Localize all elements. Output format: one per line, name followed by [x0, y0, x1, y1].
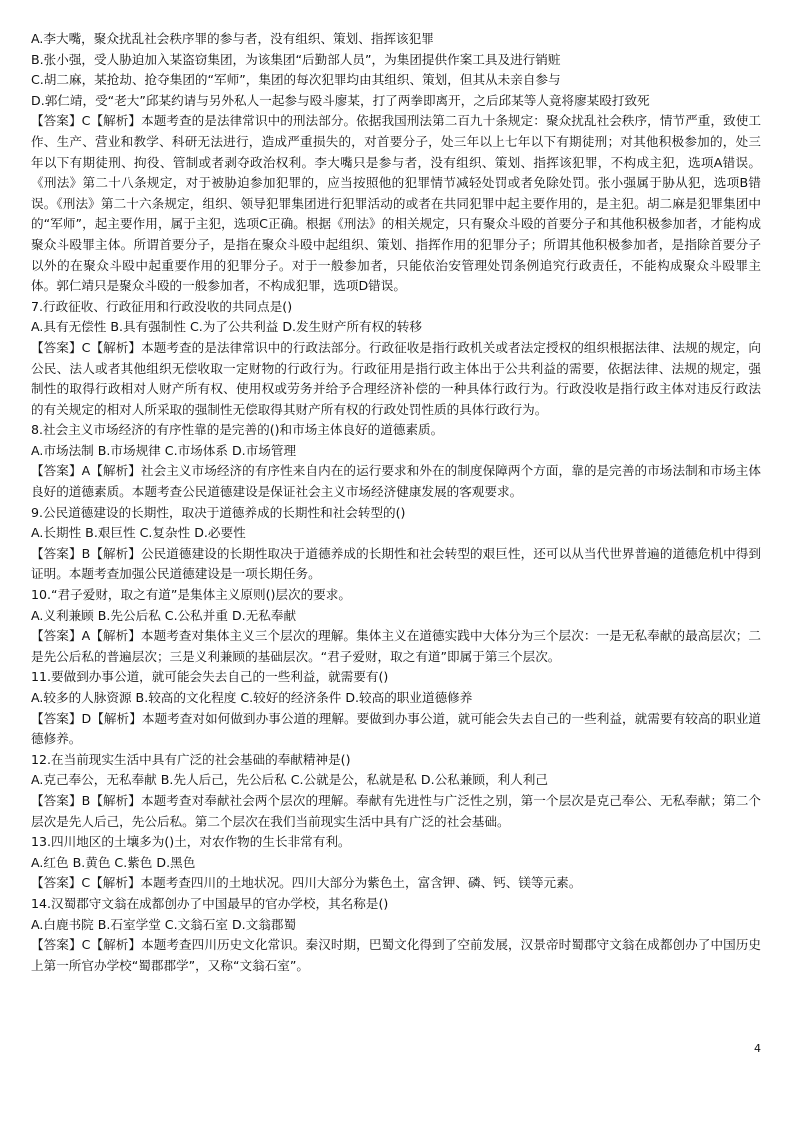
page-number: 4: [754, 1042, 761, 1055]
question-stem: 7.行政征收、行政征用和行政没收的共同点是(): [31, 298, 293, 314]
answer-explanation: 【答案】C【解析】本题考查四川历史文化常识。秦汉时期，巴蜀文化得到了空前发展，汉景帝时蜀郡守文翁在成都创办了中国历史上第一所官办学校“蜀郡郡学”，又称“文翁石室”。: [31, 937, 761, 973]
answer-options: A.克己奉公，无私奉献 B.先人后己，先公后私 C.公就是公，私就是私 D.公私兼顾，利人利己: [31, 772, 548, 788]
answer-explanation: 【答案】A【解析】本题考查对集体主义三个层次的理解。集体主义在道德实践中大体分为三个层次：一是无私奉献的最高层次；二是先公后私的普遍层次；三是义利兼顾的基础层次。“君子爱财，取之有道”即属于第三个层次。: [31, 628, 761, 664]
answer-explanation: 【答案】C【解析】本题考查的是法律常识中的行政法部分。行政征收是指行政机关或者法定授权的组织根据法律、法规的规定，向公民、法人或者其他组织无偿收取一定财物的行政行为。行政征用是指行政主体出于公共利益的需要，依据法律、法规的规定，强制性的取得行政相对人财产所有权、使用权或劳务并给予合理经济补偿的一种具体行政行为。行政没收是指行政主体对违反行政法的有关规定的相对人所采取的强制性无偿取得其财产所有权的行政处罚性质的具体行政行为。: [31, 339, 761, 417]
answer-options: A.义利兼顾 B.先公后私 C.公私并重 D.无私奉献: [31, 607, 297, 623]
answer-options: C.胡二麻，某抢劫、抢夺集团的“军师”，集团的每次犯罪均由其组织、策划，但其从未亲自参与: [31, 72, 561, 88]
answer-options: A.较多的人脉资源 B.较高的文化程度 C.较好的经济条件 D.较高的职业道德修养: [31, 690, 473, 705]
answer-options: A.具有无偿性 B.具有强制性 C.为了公共利益 D.发生财产所有权的转移: [31, 319, 422, 335]
question-stem: 12.在当前现实生活中具有广泛的社会基础的奉献精神是(): [31, 751, 351, 767]
answer-options: A.李大嘴，聚众扰乱社会秩序罪的参与者，没有组织、策划、指挥该犯罪: [31, 31, 434, 46]
answer-explanation: 【答案】C【解析】本题考查四川的土地状况。四川大部分为紫色土，富含钾、磷、钙、镁等元素。: [31, 875, 582, 891]
question-stem: 9.公民道德建设的长期性，取决于道德养成的长期性和社会转型的(): [31, 504, 406, 520]
question-stem: 10.“君子爱财，取之有道”是集体主义原则()层次的要求。: [31, 587, 351, 603]
answer-explanation: 【答案】C【解析】本题考查的是法律常识中的刑法部分。依据我国刑法第二百九十条规定：聚众扰乱社会秩序，情节严重，致使工作、生产、营业和教学、科研无法进行，造成严重损失的，对首要分子，处三年以上七年以下有期徒刑；对其他积极参加的，处三年以下有期徒刑、拘役、管制或者剥夺政治权利。李大嘴只是参与者，没有组织、策划、指挥该犯罪，不构成主犯，选项A错误。《刑法》第二十八条规定，对于被胁迫参加犯罪的，应当按照他的犯罪情节减轻处罚或者免除处罚。张小强属于胁从犯，选项B错误。《刑法》第二十六条规定，组织、领导犯罪集团进行犯罪活动的或者在共同犯罪中起主要作用的，是主犯。胡二麻是犯罪集团中的“军师”，起主要作用，属于主犯，选项C正确。根据《刑法》的相关规定，只有聚众斗殴的首要分子和其他积极参加者，才能构成聚众斗殴罪主体。所谓首要分子，是指在聚众斗殴中起组织、策划、指挥作用的犯罪分子；所谓其他积极参加者，是指除首要分子以外的在聚众斗殴中起重要作用的犯罪分子。对于一般参加者，只能依治安管理处罚条例追究行政责任，不能构成聚众斗殴罪主体。郭仁靖只是聚众斗殴的一般参加者，不构成犯罪，选项D错误。: [31, 113, 761, 294]
document-body: [31, 29, 761, 976]
answer-options: A.长期性 B.艰巨性 C.复杂性 D.必要性: [31, 525, 246, 541]
answer-explanation: 【答案】B【解析】本题考查对奉献社会两个层次的理解。奉献有先进性与广泛性之别，第一个层次是克己奉公、无私奉献；第二个层次是先人后己，先公后私。第二个层次在我们当前现实生活中具有广泛的社会基础。: [31, 792, 761, 829]
answer-explanation: 【答案】A【解析】社会主义市场经济的有序性来自内在的运行要求和外在的制度保障两个方面，靠的是完善的市场法制和市场主体良好的道德素质。本题考查公民道德建设是保证社会主义市场经济健康发展的客观要求。: [31, 463, 761, 500]
answer-options: A.红色 B.黄色 C.紫色 D.黑色: [31, 854, 196, 870]
question-stem: 11.要做到办事公道，就可能会失去自己的一些利益，就需要有(): [31, 669, 389, 685]
question-stem: 8.社会主义市场经济的有序性靠的是完善的()和市场主体良好的道德素质。: [31, 422, 444, 438]
answer-explanation: 【答案】D【解析】本题考查对如何做到办事公道的理解。要做到办事公道，就可能会失去自己的一些利益，就需要有较高的职业道德修养。: [31, 710, 761, 747]
answer-options: A.白鹿书院 B.石室学堂 C.文翁石室 D.文翁郡蜀: [31, 916, 297, 932]
answer-options: B.张小强，受人胁迫加入某盗窃集团，为该集团“后勤部人员”，为集团提供作案工具及进行销赃: [31, 51, 561, 67]
answer-explanation: 【答案】B【解析】公民道德建设的长期性取决于道德养成的长期性和社会转型的艰巨性，还可以从当代世界普遍的道德危机中得到证明。本题考查加强公民道德建设是一项长期任务。: [31, 545, 761, 582]
question-stem: 13.四川地区的土壤多为()土，对农作物的生长非常有利。: [31, 834, 351, 850]
answer-options: A.市场法制 B.市场规律 C.市场体系 D.市场管理: [31, 442, 297, 458]
question-stem: 14.汉蜀郡守文翁在成都创办了中国最早的官办学校，其名称是(): [31, 895, 389, 911]
answer-options: D.郭仁靖，受“老大”邱某约请与另外私人一起参与殴斗廖某，打了两拳即离开，之后邱某等人竟将廖某殴打致死: [31, 92, 650, 108]
